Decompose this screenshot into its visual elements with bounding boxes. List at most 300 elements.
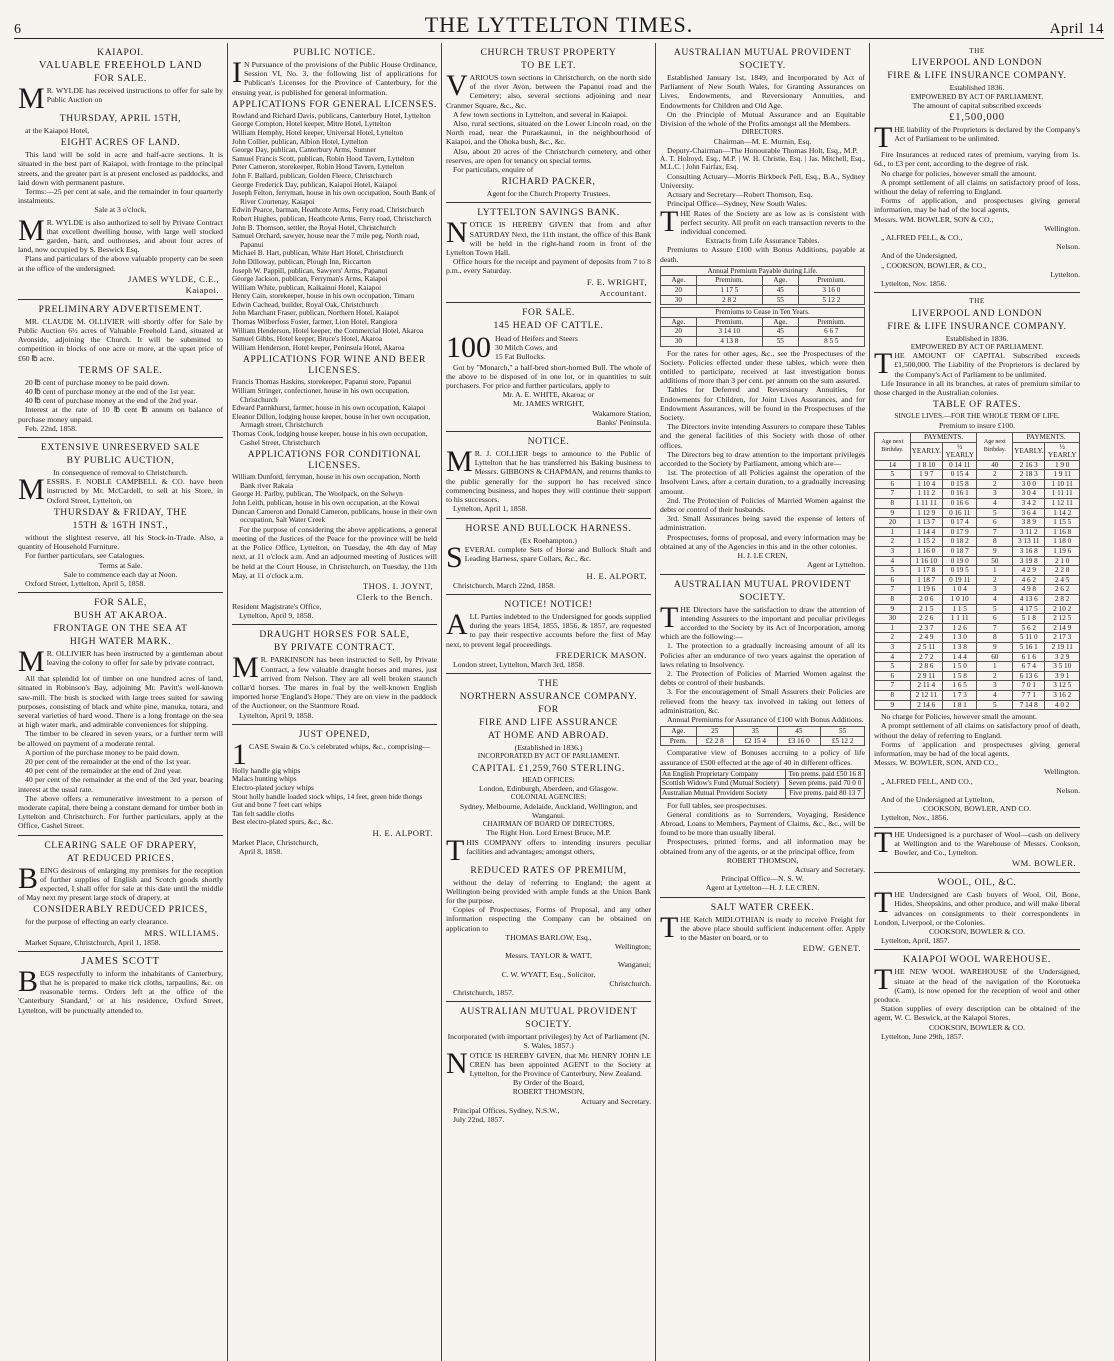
table-row [875, 556, 1080, 566]
table-header: Age. [661, 727, 697, 737]
table-cell: 1 12 9 [910, 508, 942, 518]
columns [14, 43, 1104, 1361]
table-row [875, 566, 1080, 576]
agent-name: Messrs. WM. BOWLER, SON & CO., [874, 214, 994, 224]
table-cell: 9 [875, 508, 911, 518]
table-cell: 7 14 8 [1013, 700, 1045, 710]
sale-date: 15TH & 16TH INST., [72, 519, 169, 531]
ad-kaiapoi-land [18, 43, 223, 300]
ad-title: FOR SALE. [522, 306, 575, 318]
ad-title: AUSTRALIAN MUTUAL PROVIDENT [459, 1006, 638, 1018]
signature-title: Actuary and Secretary. [580, 1096, 651, 1106]
table-cell: 60 [977, 652, 1013, 662]
table-cell: 4 2 9 [1013, 566, 1045, 576]
ad-body: All that splendid lot of timber on one hundred acres of land, situated in Robinson's Bay, adjoining Mr. Pavitt's well-known saw-mill. The bush is stocked with large trees suited for sawing purposes, consisting of black and white pine, manuka, totara, and several varieties of hard wood. There is a long frontage on the sea at high water mark, and admirable conveniences for shipping. [18, 674, 223, 730]
ad-body: The Directors invite intending Assurers to compare these Tables and the general facilities of this Society with those of other offices. [660, 422, 865, 450]
signature: F. E. WRIGHT, [586, 276, 647, 287]
table-row [661, 327, 865, 337]
table-cell: 4 9 8 [1013, 585, 1045, 595]
license-entry: John Leith, publican, house in his own occupation, at the Kowai [232, 497, 420, 507]
table-cell: 2 10 2 [1045, 604, 1080, 614]
lot-line: Head of Heifers and Steers [495, 333, 578, 343]
license-entry: George Frederick Day, publican, Kaiapoi Hotel, Kaiapoi [232, 179, 397, 189]
ad-body: HE Directors have the satisfaction to draw the attention of intending Assurers to the important and peculiar privileges accorded to the Society by its Act of Incorporation, among which are the following:— [660, 604, 865, 642]
table-cell: 1 10 11 [1045, 479, 1080, 489]
drop-cap: T [446, 833, 465, 867]
ad-body: Plans and particulars of the above valuable property can be seen at the office of the undersigned. [18, 254, 223, 273]
ad-body: Station supplies of every description can be obtained of the agent, W. C. Beswick, at the Kaiapoi Stores. [874, 1004, 1080, 1023]
column-2 [228, 43, 442, 1361]
table-cell: 2 8 2 [696, 295, 762, 305]
signature: COOKSON, BOWLER & CO. [929, 1022, 1025, 1032]
ad-harness [446, 519, 651, 595]
table-cell: 5 16 1 [1013, 642, 1045, 652]
table-header: YEARLY. [910, 442, 942, 460]
agent-name: Messrs. W. BOWLER, SON, AND CO., [874, 758, 999, 768]
table-cell: 6 [875, 479, 911, 489]
ad-date: Lyttelton, April 9, 1858. [239, 611, 314, 621]
signature: Mr. A. E. WHITE, Akaroa; or [502, 390, 595, 400]
table-cell: 1 19 6 [910, 585, 942, 595]
table-cell: 9 [977, 642, 1013, 652]
ad-body: Life Insurance in all its branches, at rates of premium similar to those charged in the Australian colonies. [874, 378, 1080, 398]
license-entry: Peter Cameron, storekeeper, Robin Hood Tavern, Lyttelton [232, 162, 404, 172]
table-caption: Annual Premium Payable during Life. [661, 266, 865, 276]
ad-body: Established January 1st, 1849, and Incorporated by Act of Parliament of New South Wales, for Granting Assurances on Lives, Endowments, and Reversionary Annuities, and Endowments for Children and Old Age. [660, 73, 865, 110]
table-cell: 2 [977, 479, 1013, 489]
table-caption: Premiums to Cease in Ten Years. [661, 308, 865, 318]
ad-body: 20 per cent of the remainder at the end of the 1st year. [25, 756, 191, 766]
license-entry: Henry Cain, storekeeper, house in his own occupation, Timaru [232, 291, 415, 301]
table-header: Age. [762, 317, 798, 327]
table-row [661, 788, 865, 798]
license-section-heading: APPLICATIONS FOR WINE AND BEER LICENSES. [242, 354, 427, 377]
ad-note: COLONIAL AGENCIES: [510, 793, 587, 802]
license-entry: William Henderson, Hotel keeper, Peninsula Hotel, Akaroa [232, 342, 405, 352]
table-cell: 1 [875, 527, 911, 537]
signature-place: Banks' Peninsula. [596, 417, 651, 427]
table-cell: 2 9 11 [910, 671, 942, 681]
ad-body: R. PARKINSON has been instructed to Sell, by Private Contract, a few valuable draught horses and mares, just arrived from Nelson. They are all well broken staunch collar'd horses. The mares in foal by the well-known English imported horse 'England's Hope.' They are on view in the paddock of the Auctioneer, on the Stanmore Road. [232, 655, 437, 711]
ad-title: KAIAPOI WOOL WAREHOUSE. [903, 954, 1051, 966]
table-cell: 1 14 4 [910, 527, 942, 537]
ad-title: HORSE AND BULLOCK HARNESS. [465, 522, 632, 534]
ad-note: The Right Hon. Lord Ernest Bruce, M.P. [486, 828, 611, 838]
table-cell: 7 0 1 [1013, 681, 1045, 691]
ad-collier-notice [446, 432, 651, 518]
signature-title: Accountant. [599, 287, 647, 298]
table-cell: 35 [733, 727, 777, 737]
ad-subtitle: SOCIETY. [525, 1019, 572, 1031]
drop-cap: B [18, 861, 39, 895]
ad-body: For particulars, enquire of [453, 165, 534, 175]
table-row [875, 518, 1080, 528]
table-cell: 30 [875, 614, 911, 624]
ad-subtitle: FIRE & LIFE INSURANCE COMPANY. [887, 320, 1067, 332]
license-entry: Duncan Cameron and Donald Cameron, publicans, house in their own occupation, Salt Water Creek [232, 506, 437, 525]
ad-body: For full tables, see prospectuses. [667, 800, 767, 810]
ad-amp-society [660, 43, 865, 575]
ad-subtitle: TERMS OF SALE. [78, 364, 163, 376]
ad-body: 40 per cent of the remainder at the end of the 3rd year, bearing interest at the usual rate. [18, 775, 223, 794]
table-cell: 2 8 6 [910, 662, 942, 672]
license-entry: George H. Parlby, publican, The Woolpack, on the Selwyn [232, 489, 403, 499]
table-cell: 1 3 8 [942, 642, 977, 652]
table-cell: 6 7 4 [1013, 662, 1045, 672]
ad-note: SINGLE LIVES.—FOR THE WHOLE TERM OF LIFE. [894, 412, 1060, 421]
signature-place: Wellington; [614, 941, 651, 951]
drop-cap: I [232, 56, 242, 89]
table-cell: 5 [875, 470, 911, 480]
ad-note: Deputy-Chairman—The Honourable Thomas Holt, Esq., M.P. [667, 145, 858, 155]
ad-date: Lyttelton, June 29th, 1857. [881, 1031, 964, 1041]
table-cell: 3 [875, 547, 911, 557]
ad-note: Established in 1836. [945, 333, 1009, 343]
ad-date: July 22nd, 1857. [453, 1115, 505, 1125]
table-header: Age. [661, 276, 697, 286]
table-header: Age next Birthday. [977, 432, 1013, 460]
drop-cap: M [446, 445, 473, 479]
drop-cap: T [874, 963, 893, 997]
table-cell: 2 [875, 633, 911, 643]
table-cell: 2 [875, 537, 911, 547]
table-row [661, 769, 865, 779]
ad-subtitle: FOR SALE. [94, 73, 147, 84]
table-cell: 1 16 8 [1045, 527, 1080, 537]
table-row [661, 286, 865, 296]
table-cell: £5 12 2 [821, 736, 865, 746]
ad-body: For the rates for other ages, &c., see the Prospectuses of the Society. Policies effected under these tables, which were then entitled to participate, received at last investigation bonus additions of more than 3 per cent. per annum on the sum assured. [660, 348, 865, 386]
signature-title: Actuary and Secretary. [794, 864, 865, 874]
drop-cap: M [18, 82, 45, 115]
table-cell: 1 4 4 [942, 652, 977, 662]
license-entry: Joseph W. Pappill, publican, Sawyers' Arms, Papanui [232, 265, 388, 275]
ad-title: NOTICE. [527, 436, 570, 448]
table-cell: 7 [977, 623, 1013, 633]
table-cell: 3 8 9 [1013, 518, 1045, 528]
cattle-lot [446, 330, 651, 364]
newspaper-title: THE LYTTELTON TIMES. [424, 12, 694, 37]
ad-body: EVERAL complete Sets of Horse and Bullock Shaft and Leading Harness, spare Collars, &c., &c. [464, 544, 651, 563]
table-row [875, 614, 1080, 624]
table-cell: 1 14 2 [1045, 508, 1080, 518]
ad-body: Forms of application, and prospectuses giving general information, may be had of the local agents, [874, 196, 1080, 215]
sale-time: Sale at 3 o'clock. [94, 205, 147, 215]
table-cell: 8 [875, 499, 911, 509]
table-cell: 7 [875, 585, 911, 595]
table-row [661, 727, 865, 737]
table-row [661, 337, 865, 347]
table-cell: 1 5 8 [942, 671, 977, 681]
sale-date: THURSDAY, APRIL 15TH, [59, 113, 182, 124]
bonus-comparison-table [660, 769, 865, 799]
ad-body: HE Undersigned are Cash buyers of Wool, Oil, Bone, Hides, Sheepskins, and other produce, and will make liberal advances on consignments to their correspondents in London, Liverpool, or the Colonies. [874, 890, 1080, 927]
ad-term: Interest at the rate of 10 ℔ cent ℔ annum on balance of purchase money unpaid. [18, 405, 223, 424]
ad-date: Lyttelton, Nov. 1856. [881, 279, 947, 289]
drop-cap: 1 [232, 737, 247, 771]
ad-body: without the slightest reserve, all his Stock-in-Trade. Also, a quantity of Household Furniture. [18, 532, 223, 552]
ad-note: Sale to commence each day at Noon. [63, 569, 178, 579]
ad-title: NORTHERN ASSURANCE COMPANY. [459, 690, 638, 702]
table-cell: 30 [661, 337, 697, 347]
table-cell: 1 16 10 [910, 556, 942, 566]
table-cell: 2 1 0 [1045, 556, 1080, 566]
ad-title: LIVERPOOL AND LONDON [911, 307, 1043, 319]
table-cell: 3 12 5 [1045, 681, 1080, 691]
ad-note: Actuary and Secretary—Robert Thomson, Esq. [667, 190, 813, 200]
table-row [661, 736, 865, 746]
ad-note: (Established in 1836.) [514, 742, 583, 752]
table-cell: 4 13 6 [1013, 595, 1045, 605]
license-entry: John Collier, publican, Albion Hotel, Lyttelton [232, 136, 368, 146]
ad-note: Principal Office—Sydney, New South Wales. [667, 199, 807, 209]
drop-cap: M [18, 645, 45, 679]
table-cell: 5 11 0 [1013, 633, 1045, 643]
signature-place: Wanganui; [617, 960, 651, 970]
table-cell: 1 [977, 662, 1013, 672]
table-cell: £2 15 4 [733, 736, 777, 746]
signature-title: Agent at Lyttelton. [807, 560, 865, 570]
license-entry: George Compton, Hotel keeper, Mitre Hotel, Lyttelton [232, 119, 392, 129]
table-cell: 2 [977, 575, 1013, 585]
ad-body: Prospectuses, printed forms, and all information may be obtained from any of the agents, or at the principal office, from [660, 837, 865, 856]
ad-body: HE NEW WOOL WAREHOUSE of the Undersigned, situate at the head of the navigation of the Korotueka (Cam), is now opened for the reception of wool and other produce. [874, 967, 1080, 1004]
ad-title: DRAUGHT HORSES FOR SALE, [259, 629, 410, 641]
table-cell: 5 6 2 [1013, 623, 1045, 633]
table-cell: 1 3 0 [942, 633, 977, 643]
license-entry: Rowland and Richard Davis, publicans, Canterbury Hotel, Lyttelton [232, 110, 431, 120]
table-cell: 2 3 7 [910, 623, 942, 633]
drop-cap: M [18, 213, 45, 247]
ad-body: On the Principle of Mutual Assurance and an Equitable Division of the whole of the Profits amongst all the Members. [660, 109, 865, 129]
item-entry: Tan felt saddle cloths [232, 808, 295, 818]
drop-cap: B [18, 964, 39, 998]
table-cell: Seven prems. paid 70 0 0 [785, 779, 864, 789]
ad-body: The timber to be cleared in seven years, or a further term will be allowed on payment of a moderate rental. [18, 729, 223, 748]
license-entry: Thomas Wilberfoss Foster, farmer, Lion Hotel, Rangiora [232, 317, 398, 327]
table-cell: 0 19 0 [942, 556, 977, 566]
table-cell: 1 1 5 [942, 604, 977, 614]
table-cell: 0 16 6 [942, 499, 977, 509]
license-entry: Samuel Francis Scott, publican, Robin Hood Tavern, Lyttelton [232, 153, 415, 163]
signature: H. E. ALPORT. [586, 570, 647, 581]
table-cell: 8 [875, 595, 911, 605]
table-cell: 6 13 6 [1013, 671, 1045, 681]
ad-date: Christchurch, March 22nd, 1858. [453, 580, 556, 590]
drop-cap: S [446, 540, 463, 574]
table-cell: 1 13 7 [910, 518, 942, 528]
table-cell: 2 14 6 [910, 700, 942, 710]
table-cell: 3 4 2 [1013, 499, 1045, 509]
drop-cap: T [874, 886, 893, 920]
ad-preliminary [18, 300, 223, 438]
table-header: YEARLY. [1013, 442, 1045, 460]
table-row [875, 681, 1080, 691]
agent-place: Lyttelton. [1050, 269, 1080, 279]
license-entry: Edwin Cachead, builder, Royal Oak, Christchurch [232, 299, 379, 309]
license-entry: Francis Thomas Haskins, storekeeper, Papanui store, Papanui [232, 377, 412, 387]
drop-cap: V [446, 69, 468, 102]
agent-name: „ ALFRED FELL, & CO., [881, 233, 963, 243]
ad-body: 3rd. Small Assurances being saved the expense of letters of administration. [660, 514, 865, 533]
ad-body: Annual Premiums for Assurance of £100 with Bonus Additions. [667, 714, 864, 724]
ad-pretitle: THE [969, 297, 985, 306]
drop-cap: T [874, 347, 893, 381]
license-entry: Samuel Gibbs, Hotel keeper, Bruce's Hotel, Akaroa [232, 334, 382, 344]
ad-body: A prompt settlement of all claims on satisfactory proof of death, without the delay of referring to England. [874, 721, 1080, 740]
ad-wool-oil [874, 873, 1080, 950]
ad-body: Office hours for the receipt and payment of deposits from 7 to 8 p.m., every Saturday. [446, 257, 651, 276]
table-cell: 1 11 11 [1045, 489, 1080, 499]
ad-title: AUSTRALIAN MUTUAL PROVIDENT [673, 47, 852, 58]
table-cell: 3 16 8 [1013, 547, 1045, 557]
signature: THOS. I. JOYNT, [362, 580, 433, 591]
capital-amount: £1,500,000 [949, 112, 1005, 124]
ad-body: Fire Insurances at reduced rates of premium, varying from 1s. 6d., to £3 per cent, according to the degree of risk. [874, 150, 1080, 169]
ad-notice-mason [446, 595, 651, 674]
table-cell: 0 18 2 [942, 537, 977, 547]
ad-subtitle: REDUCED RATES OF PREMIUM, [470, 864, 627, 876]
drop-cap: A [446, 607, 468, 641]
table-cell: 55 [762, 295, 798, 305]
table-cell: 1 8 10 [910, 460, 942, 470]
table-row [661, 295, 865, 305]
drop-cap: M [18, 473, 45, 507]
ad-body: The Directors beg to draw attention to the important privileges accorded to the Society by Parliament, among which are— [660, 449, 865, 469]
ad-address: Agent at Lyttelton—H. J. LE CREN. [705, 883, 820, 893]
table-header: PAYMENTS. [910, 432, 977, 442]
ad-date: April 8, 1858. [239, 847, 283, 857]
ad-subtitle: BY PUBLIC AUCTION, [66, 455, 175, 467]
signature: ROBERT THOMSON, [512, 1087, 585, 1097]
table-cell: 1 [977, 566, 1013, 576]
table-cell: 0 18 7 [942, 547, 977, 557]
table-cell: 8 [875, 690, 911, 700]
item-entry: Holly handle gig whips [232, 765, 301, 775]
table-cell: 3 9 1 [1045, 671, 1080, 681]
signature: MRS. WILLIAMS. [144, 927, 219, 938]
ad-note: HEAD OFFICES: [522, 775, 575, 784]
table-cell: 3 5 10 [1045, 662, 1080, 672]
table-cell: 1 18 0 [1045, 537, 1080, 547]
table-row [875, 508, 1080, 518]
table-cell: 1 5 0 [942, 662, 977, 672]
table-cell: 1 11 11 [910, 499, 942, 509]
table-cell: 2 14 9 [1045, 623, 1080, 633]
ad-body: EING desirous of enlarging my premises for the reception of further supplies of English and Scotch goods shortly expected, I shall offer for sale at this date until the middle of May next my present large stock of drapery, at [18, 865, 223, 903]
ad-subtitle: SOCIETY. [739, 60, 786, 71]
license-entry: Thomas Cook, lodging house keeper, house in his own occupation, Cashel Street, Christchurch [232, 429, 428, 447]
table-cell: 20 [661, 286, 697, 296]
ad-note: EMPOWERED BY ACT OF PARLIAMENT. [910, 92, 1044, 101]
drop-cap: T [874, 825, 893, 859]
table-header: Age. [661, 317, 697, 327]
drop-cap: T [660, 910, 679, 944]
table-cell: 2 0 6 [910, 595, 942, 605]
table-cell: 4 [875, 556, 911, 566]
sale-venue: at the Kaiapoi Hotel, [25, 126, 90, 135]
ad-body: N Pursuance of the provisions of the Public House Ordinance, Session VI, No. 3, the following list of applications for Publican's Licenses for the Province of Canterbury, for the ensuing year, is published for general information. [232, 60, 437, 97]
ad-body: Tables for Deferred and Reversionary Annuities, for Endowments for Children, for Joint Lives Assurances, and for Endowment Assurances, will be found in the Prospectuses of the Society. [660, 385, 865, 423]
ad-body: 1st. The protection of all Policies against the operation of the Insolvent Laws, after a certain duration, to a gradually increasing amount. [660, 468, 865, 496]
table-cell: 2 2 6 [910, 614, 942, 624]
table-row [875, 499, 1080, 509]
table-cell: 9 [977, 547, 1013, 557]
license-entry: George Day, publican, Canterbury Arms, Sumner [232, 145, 377, 155]
ad-body: Comparative view of Bonuses accruing to a policy of life assurance of £500 effected at the age of 40 in different offices. [660, 748, 865, 767]
ad-just-opened [232, 725, 437, 861]
ad-title: CLEARING SALE OF DRAPERY, [44, 839, 197, 851]
table-cell: 2 12 11 [910, 690, 942, 700]
ad-address: Oxford Street, Lyttelton, April 5, 1858. [25, 578, 146, 588]
item-entry: Electro-plated jockey whips [232, 782, 314, 792]
sale-lot: EIGHT ACRES OF LAND. [60, 137, 181, 149]
table-row [875, 604, 1080, 614]
table-cell: 0 19 5 [942, 566, 977, 576]
table-cell: 5 12 2 [798, 295, 864, 305]
table-cell: 1 16 0 [910, 547, 942, 557]
ad-note: Chairman—M. E. Murnin, Esq. [713, 136, 812, 146]
table-cell: 1 0 4 [942, 585, 977, 595]
table-cell: 1 12 11 [1045, 499, 1080, 509]
ad-body: Forms of application and prospectuses giving general information, may be had of the local agents. [874, 739, 1080, 758]
table-row [875, 700, 1080, 710]
ad-pretitle: THE [538, 677, 559, 689]
ad-bush-akaroa [18, 593, 223, 835]
license-entry: Joseph Felton, ferryman, house in his own occupation, South Bank of River Courtenay, Kaiapoi [232, 188, 436, 206]
page-number: 6 [14, 22, 21, 37]
ad-body: 3. For the encouragement of Small Assurers their Policies are relieved from the heavy tax involved in taking out letters of administration, &c. [660, 687, 865, 715]
table-cell: 20 [661, 327, 697, 337]
ad-subtitle: FIRE AND LIFE ASSURANCE [479, 716, 618, 728]
ad-note: INCORPORATED BY ACT OF PARLIAMENT. [477, 752, 620, 761]
ad-subtitle: HIGH WATER MARK. [69, 636, 172, 648]
table-cell: 0 19 11 [942, 575, 977, 585]
ad-subtitle: FRONTAGE ON THE SEA AT [53, 623, 188, 635]
table-cell: 2 7 2 [910, 652, 942, 662]
ad-date: Christchurch, 1857. [453, 988, 514, 997]
premium-table-life [660, 266, 865, 305]
ad-title: JUST OPENED, [298, 728, 371, 740]
ad-title: VALUABLE FREEHOLD LAND [38, 60, 203, 71]
table-cell: 4 [977, 499, 1013, 509]
license-entry: Robert Hughes, publican, Heathcote Arms, Ferry road, Christchurch [232, 213, 432, 223]
ad-body: R. WYLDE has received instructions to offer for sale by Public Auction on [46, 86, 223, 105]
signature: FREDERICK MASON. [555, 649, 647, 660]
table-cell: Australian Mutual Provident Society [661, 788, 786, 798]
table-cell: 1 0 10 [942, 595, 977, 605]
table-cell: 0 15 4 [942, 470, 977, 480]
table-cell: 2 6 2 [1045, 585, 1080, 595]
ad-body: Copies of Prospectuses, Forms of Proposal, and any other information respecting the Company can be obtained on application to [446, 905, 651, 933]
lot-line: 15 Fat Bullocks. [495, 352, 546, 362]
table-cell: 3 0 4 [1013, 489, 1045, 499]
ad-note: Premiums to Assure £100 with Bonus Additions, payable at death. [660, 245, 865, 264]
ad-body: This land will be sold in acre and half-acre sections. It is situated in the best part of Kaiapoi, with frontage to the principal streets, and the greater part is at present enclosed as paddocks, and laid down with permanent pasture. [18, 150, 223, 187]
ad-note: DIRECTORS. [741, 128, 784, 137]
ad-note: Sydney, Melbourne, Adelaide, Auckland, Wellington, and Wanganui. [459, 801, 638, 820]
ad-date: Lyttelton, April, 1857. [881, 936, 950, 946]
ad-terms: Terms:—25 per cent at sale, and the remainder in four quarterly instalments. [18, 187, 223, 206]
table-cell: 1 11 2 [910, 489, 942, 499]
table-cell: 0 17 4 [942, 518, 977, 528]
table-cell: 5 [977, 508, 1013, 518]
table-cell: 6 [977, 518, 1013, 528]
table-cell: Scottish Widow's Fund (Mutual Society) [661, 779, 786, 789]
ad-date: Lyttelton, Nov., 1856. [881, 813, 949, 823]
table-cell: 25 [696, 727, 733, 737]
table-cell: 45 [762, 286, 798, 296]
